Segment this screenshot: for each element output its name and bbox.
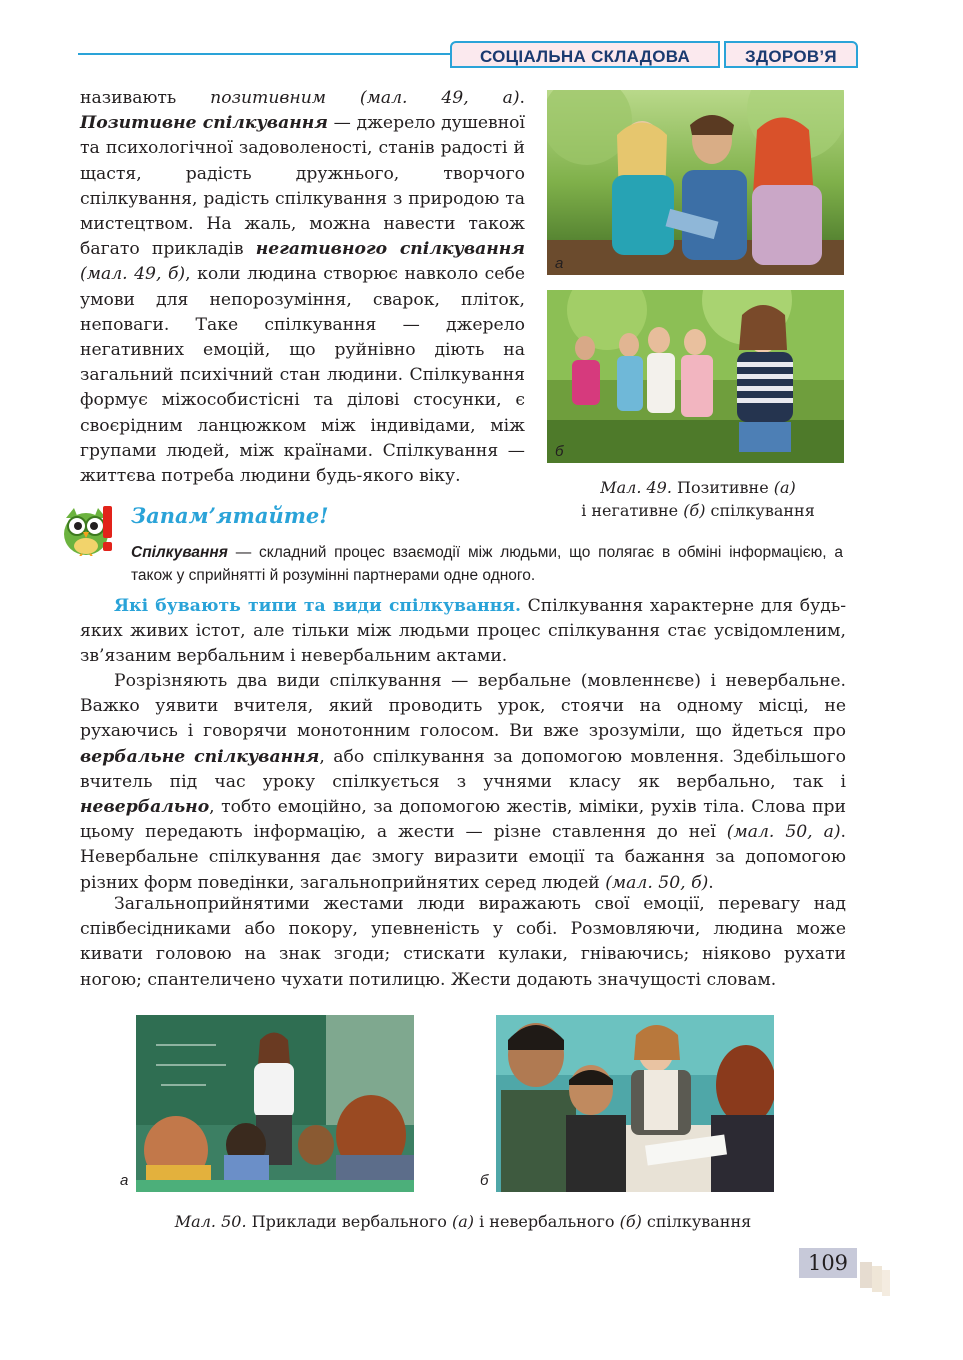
caption-text: спілкування <box>705 501 815 520</box>
text-run: — джерело душевної та психологічної задоволеності, станів радості й щастя, радість дружнього, творчого спілкування, радість спілкування з природою та мистецтвом. На жаль, можна навести також багато прикладів <box>80 113 526 260</box>
figure-label-a: а <box>555 255 564 272</box>
caption-ref-b: (б) <box>683 501 706 520</box>
page-number: 109 <box>799 1248 857 1278</box>
text-run: , коли людина створює навколо себе умови для непорозуміння, сварок, пліток, неповаги. Таке спілкування — джерело негативних емоцій, що руйнівно діють на загальний психічний стан людини. Спілкування формує міжособистісні та ділові стосунки, є своєрідним ланцюжком між індивідами, між групами людей, між країнами. Спілкування — життєва потреба людини будь-якого віку. <box>80 264 525 487</box>
photo-verbal-communication <box>136 1015 414 1192</box>
remember-title: Запам’ятайте! <box>131 503 329 528</box>
paragraph-verbal-nonverbal <box>80 669 846 896</box>
caption-text: і негативне <box>581 501 684 520</box>
figure-reference: позитивним (мал. 49, а) <box>210 88 520 108</box>
text-run: Розрізняють два види спілкування — вербальне (мовленнєве) і невербальне. Важко уявити вчителя, який проводить урок, стоячи на одному місці, не рухаючись і говорячи монотонним голосом. Ви вже зрозуміли, що йдеться про <box>80 671 846 742</box>
caption-text: і невербального <box>473 1212 620 1231</box>
text-run: Спілкування характерне для будь-яких живих істот, але тільки між людьми процес спілкування стає усвідомленим, зв’язаним вербальним і невербальним актами. <box>80 596 846 667</box>
figure-49-caption <box>548 476 848 522</box>
definition-text: — складний процес взаємодії між людьми, що полягає в обміні інформацією, а також у сприйнятті й розумінні партнерами одне одного. <box>131 544 843 584</box>
figure-reference: (мал. 49, б) <box>80 264 186 285</box>
caption-text: спілкування <box>641 1212 752 1231</box>
definition-term: Спілкування <box>131 544 228 561</box>
paragraph-positive-negative <box>80 86 525 489</box>
owl-icon <box>62 504 122 556</box>
paragraph-gestures: Загальноприйнятими жестами люди виражають свої емоції, перевагу над співбесідниками або покору, упевненість у собі. Розмовляючи, людина може кивати головою на знак згоди; стискати кулаки, гніваючись; ніяково рухати ногою; спантеличено чухати потилицю. Жести додають значущості словам. <box>80 894 846 990</box>
photo-nonverbal-communication <box>496 1015 774 1192</box>
figure-reference: (мал. 50, б) <box>605 872 709 893</box>
caption-prefix: Мал. 50. <box>174 1212 247 1231</box>
term-negative-communication: негативного спілкування <box>255 239 525 260</box>
photo-negative-communication <box>547 290 844 463</box>
header-rule <box>78 53 450 55</box>
term-verbal-communication: вербальне спілкування <box>80 746 320 767</box>
text-run: називають <box>80 88 211 108</box>
caption-ref-a: (а) <box>773 478 796 497</box>
caption-ref-a: (а) <box>451 1212 474 1231</box>
term-positive-communication: Позитивне спілкування <box>80 113 328 134</box>
caption-text: Позитивне <box>671 478 774 497</box>
caption-ref-b: (б) <box>619 1212 642 1231</box>
text-run: , тобто емоційно, за допомогою жестів, міміки, рухів тіла. Слова при цьому передають інформацію, а жести — різне ставлення до неї <box>80 797 846 843</box>
text-run: , або спілкування за допомогою мовлення. Здебільшого вчитель під час уроку спілкується з учнями класу як вербально, так і <box>80 746 846 792</box>
header-topic-tab: ЗДОРОВ’Я <box>724 41 858 68</box>
figure-reference: (мал. 50, а) <box>726 822 841 843</box>
caption-text: Приклади вербального <box>246 1212 452 1231</box>
figure-label-a: а <box>120 1172 129 1189</box>
text-run: . Невербальне спілкування дає змогу виразити емоції та бажання за допомогою різних форм поведінки, загальноприйнятих серед людей <box>80 822 846 893</box>
page-tab-decoration <box>860 1262 872 1288</box>
page-tab-decoration <box>872 1266 882 1292</box>
figure-label-b: б <box>555 443 564 460</box>
caption-prefix: Мал. 49. <box>600 478 672 497</box>
remember-definition <box>131 541 843 587</box>
photo-positive-communication <box>547 90 844 275</box>
figure-50-caption <box>80 1212 846 1231</box>
header-section-tab: СОЦІАЛЬНА СКЛАДОВА <box>450 41 720 68</box>
section-heading-inline: Які бувають типи та види спілкування. <box>114 596 521 616</box>
exclamation-icon <box>101 506 113 552</box>
term-nonverbal: невербально <box>80 797 210 818</box>
paragraph-types-of-communication <box>80 594 846 670</box>
page-tab-decoration <box>882 1270 890 1296</box>
text-run: . <box>708 872 714 893</box>
text-run: . <box>519 88 525 108</box>
figure-label-b: б <box>480 1172 489 1189</box>
